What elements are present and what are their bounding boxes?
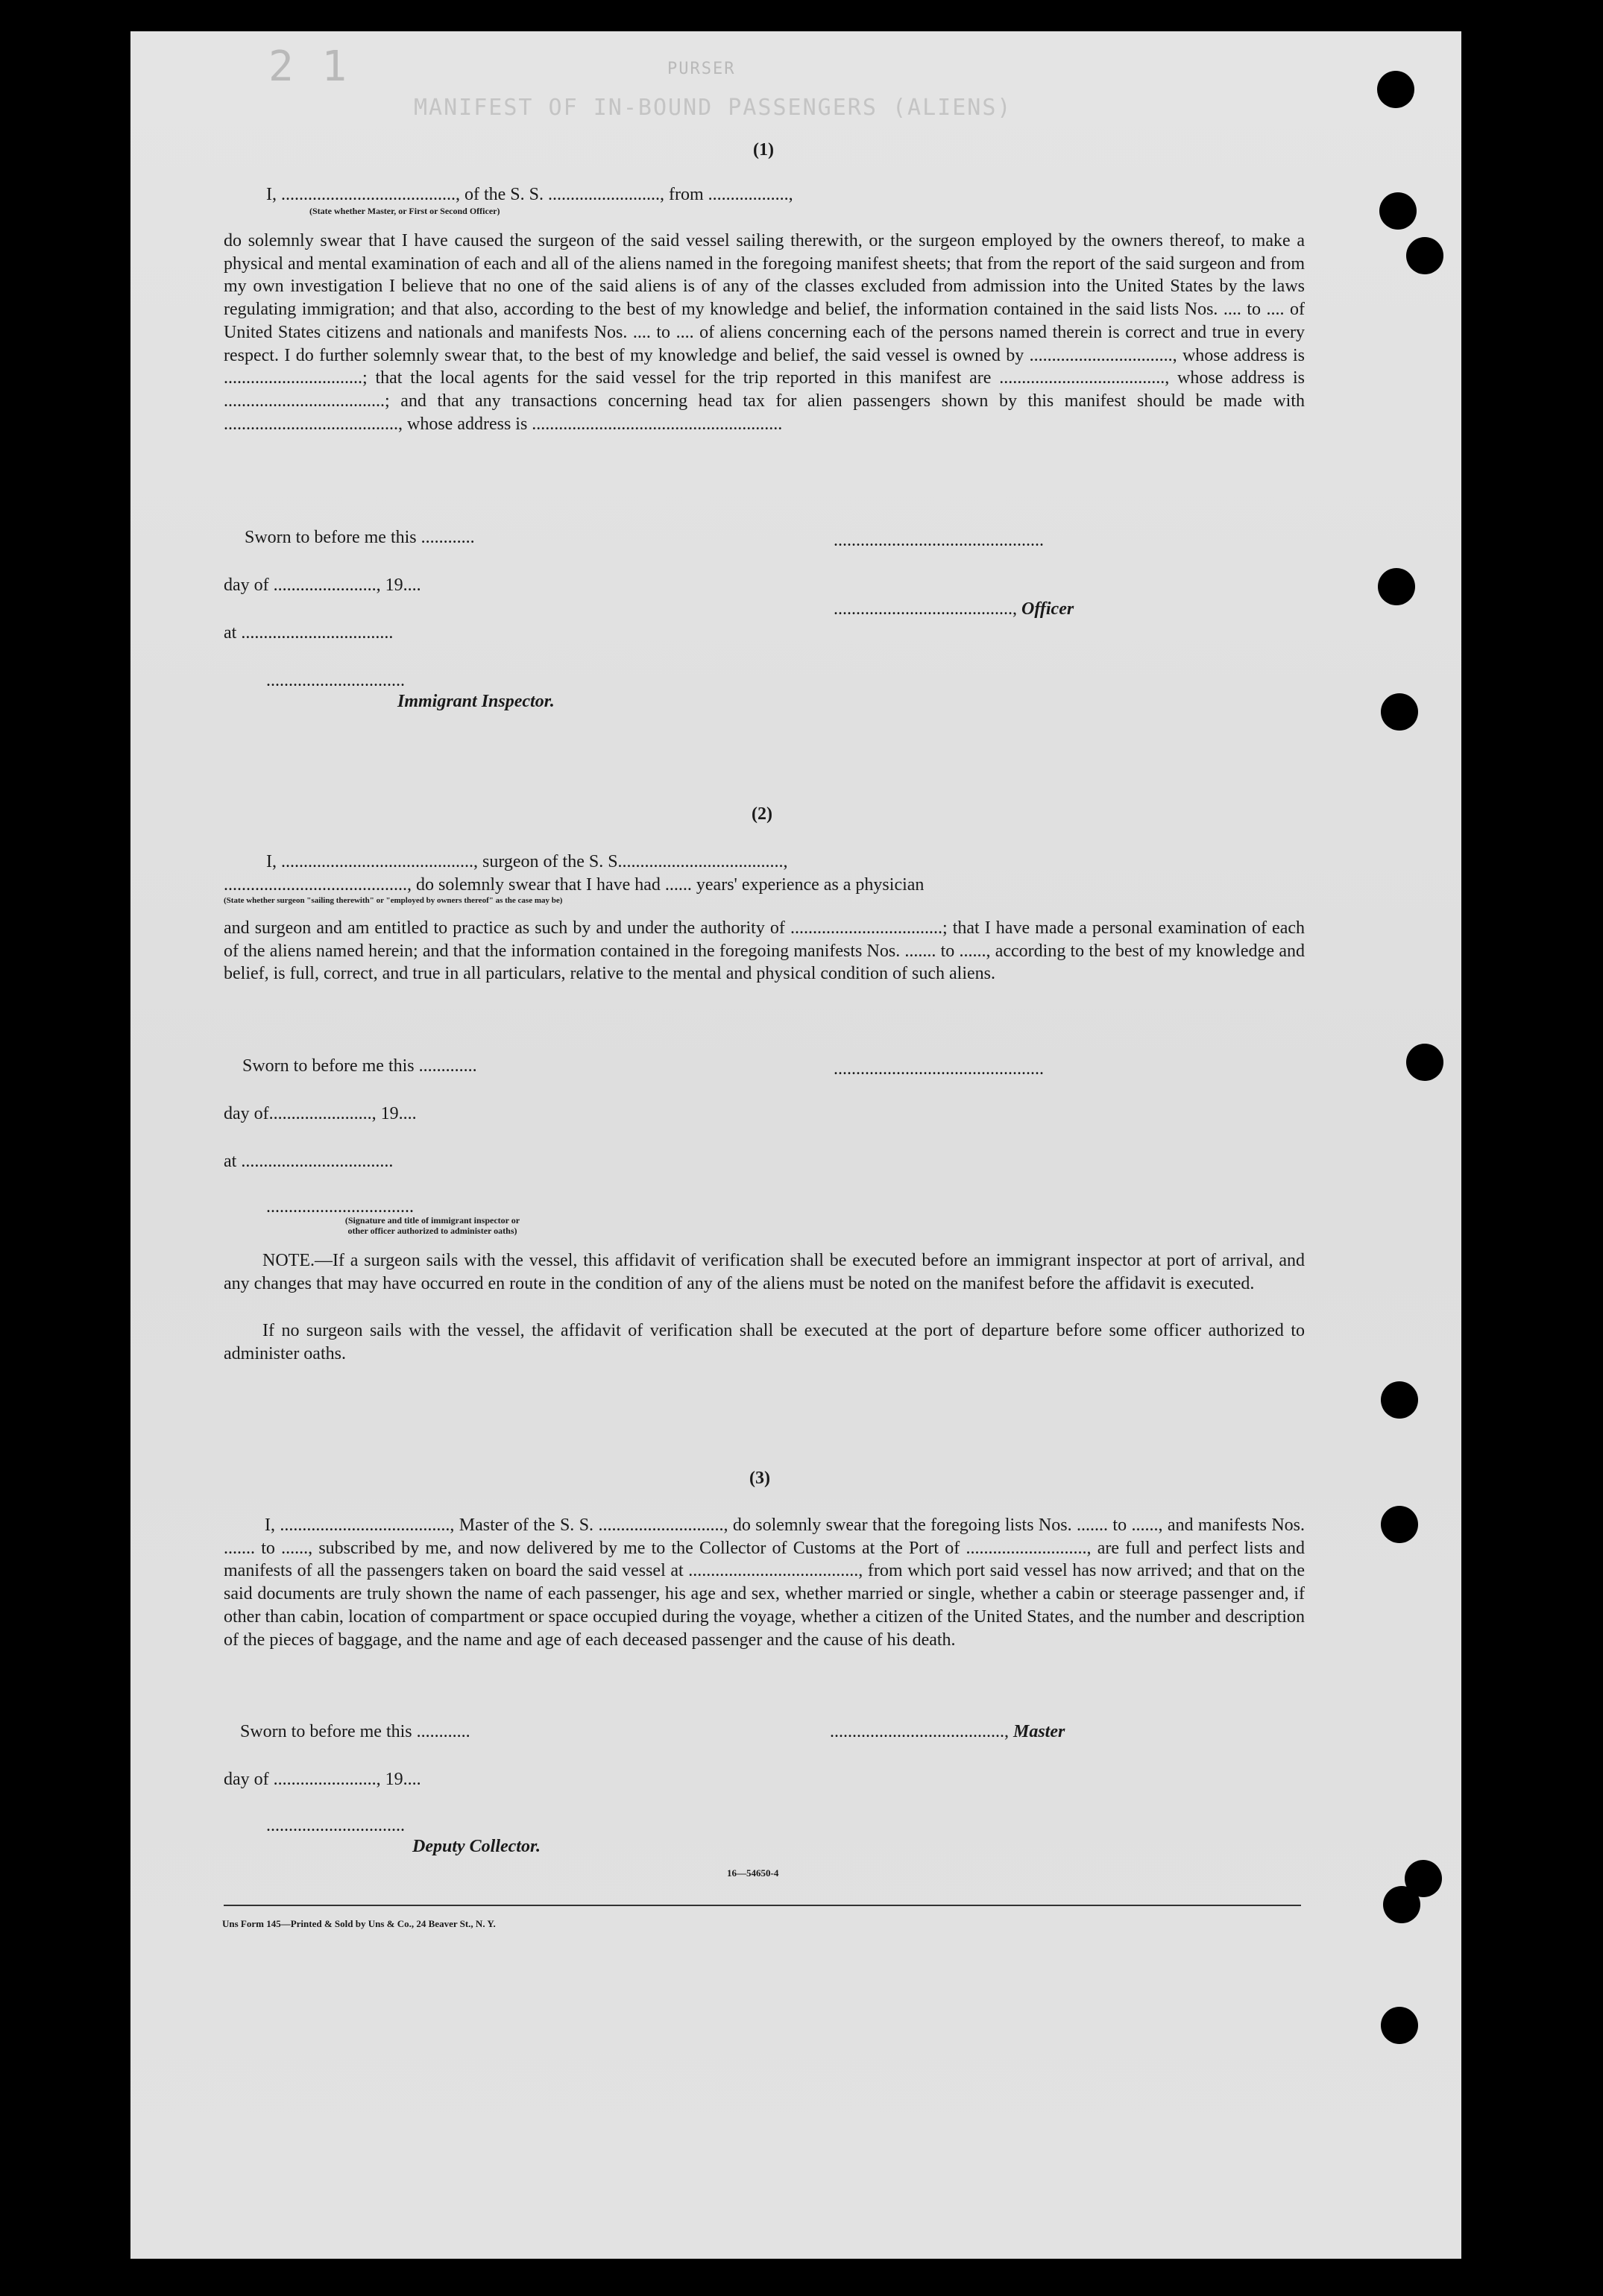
section-2-second-line: ........................................., do solemnly swear that I have had ...... years' experience as a physician [224,875,925,895]
form-code: 16—54650-4 [727,1867,779,1879]
punch-hole [1377,71,1414,108]
section-3-collector-line: ............................... [266,1816,405,1835]
punch-hole [1406,1044,1443,1081]
section-1-inspector-label: Immigrant Inspector. [397,692,555,711]
section-1-number: (1) [753,140,774,160]
section-2-note: NOTE.—If a surgeon sails with the vessel, this affidavit of verification shall be executed before an immigrant inspector at port of arrival, and any changes that may have occurred en route in the condition of any of the aliens must be noted on the manifest before the affidavit is executed. [224,1251,1305,1293]
punch-hole [1383,1886,1420,1923]
section-1-sworn: Sworn to before me this ............ [245,528,475,547]
section-1-at: at .................................. [224,623,394,643]
section-2-signature-hint-1: (Signature and title of immigrant inspector or [344,1215,520,1226]
section-3-oath-text: I, ......................................, Master of the S. S. ............................, do solemnly swear that the foregoing lists Nos. ....... to ......, and manifests Nos. ....... to ......, subscribed by me, and now delivered by me to the Collector of Customs at the Port of ..........................., are full and perfect lists and manifests of all the passengers taken on board the said vessel at ......................................, from which port said vessel has now arrived; and that on the said documents are truly shown the name of each passenger, his age and sex, whether married or single, whether a cabin or steerage passenger and, if other than cabin, location of compartment or space occupied during the voyage, whether a citizen of the United States, and the number and description of the pieces of baggage, and the name and age of each deceased passenger and the cause of his death. [224,1516,1305,1650]
section-1-officer-hint: (State whether Master, or First or Second Officer) [309,206,500,216]
section-1-oath-text: do solemnly swear that I have caused the surgeon of the said vessel sailing therewith, or the surgeon employed by the owners thereof, to make a physical and mental examination of each and all of the aliens named in the foregoing manifest sheets; that from the report of the said surgeon and from my own investigation I believe that no one of the said aliens is of any of the classes excluded from admission into the United States by the laws regulating immigration; and that also, according to the best of my knowledge and belief, the information contained in the said lists Nos. .... to .... of United States citizens and nationals and manifests Nos. .... to .... of aliens concerning each of the persons named therein is correct and true in every respect. I do further solemnly swear that, to the best of my knowledge and belief, the said vessel is owned by ................................, whose address is ...............................; that the local agents for the said vessel for the trip reported in this manifest are ....................................., whose address is ....................................; and that any transactions concerning head tax for alien passengers shown by this manifest should be made with ......................................., whose address is ........................................................ [224,231,1305,434]
master-dots: ......................................., [830,1722,1013,1741]
section-2-note-2: If no surgeon sails with the vessel, the affidavit of verification shall be executed at the port of departure before some officer authorized to administer oaths. [224,1321,1305,1363]
punch-hole [1381,693,1418,731]
officer-label: Officer [1021,599,1074,619]
punch-hole [1381,2007,1418,2044]
section-3-collector-label: Deputy Collector. [412,1837,541,1856]
section-1-opening-line: I, ......................................., of the S. S. ........................., from .................., [266,185,793,204]
section-2-opening-line: I, ..........................................., surgeon of the S. S....................................., [266,852,788,871]
section-1-day: day of ......................., 19.... [224,575,421,595]
punch-hole [1406,237,1443,274]
section-3-day: day of ......................., 19.... [224,1770,421,1789]
section-3-master-signature [830,1721,1065,1743]
punch-hole [1381,1506,1418,1543]
section-1-officer-signature [834,598,1074,620]
ghost-manifest-title: MANIFEST OF IN-BOUND PASSENGERS (ALIENS) [414,95,1012,121]
section-2-signature-line: ............................................... [834,1059,1044,1079]
section-2-oath-text: and surgeon and am entitled to practice as such by and under the authority of ..................................; that I have made a personal examination of each of the aliens named herein; and that the information contained in the foregoing manifests Nos. ....... to ......, according to the best of my knowledge and belief, is full, correct, and true in all particulars, relative to the mental and physical condition of such aliens. [224,918,1305,984]
section-1-inspector-line: ............................... [266,671,405,690]
ghost-purser: PURSER [667,60,736,78]
officer-dots: ........................................, [834,599,1021,619]
master-label: Master [1013,1722,1065,1741]
section-2-sworn: Sworn to before me this ............. [242,1056,477,1076]
printer-imprint: Uns Form 145—Printed & Sold by Uns & Co., 24 Beaver St., N. Y. [222,1918,496,1929]
punch-hole [1381,1381,1418,1419]
ghost-page-mark: 2 1 [268,42,349,91]
section-2-surgeon-hint: (State whether surgeon "sailing therewith" or "employed by owners thereof" as the case may be) [224,896,563,905]
footer-rule [224,1905,1301,1906]
section-1-signature-line: ............................................... [834,531,1044,550]
section-2-signature-hint-2: other officer authorized to administer oaths) [347,1226,517,1236]
punch-hole [1378,568,1415,605]
punch-hole [1379,192,1417,230]
section-3-sworn: Sworn to before me this ............ [240,1722,470,1741]
section-2-number: (2) [752,804,772,824]
section-2-inspector-dots: ................................. [266,1197,414,1217]
section-3-number: (3) [749,1469,770,1488]
section-2-day: day of......................., 19.... [224,1104,417,1123]
section-2-at: at .................................. [224,1152,394,1171]
